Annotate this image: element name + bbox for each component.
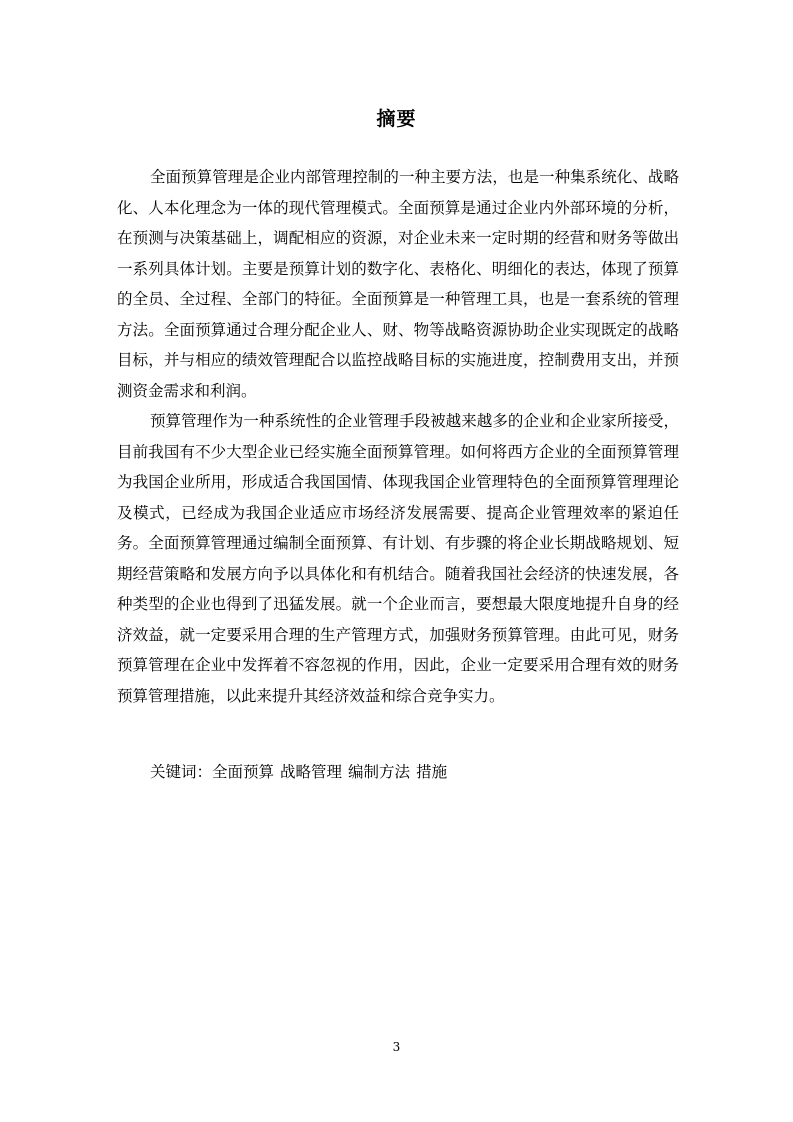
page-number: 3 <box>392 1040 401 1054</box>
keyword-item: 战略管理 <box>280 763 343 781</box>
abstract-paragraph-2: 预算管理作为一种系统性的企业管理手段被越来越多的企业和企业家所接受，目前我国有不少大型企业已经实施全面预算管理。如何将西方企业的全面预算管理为我国企业所用，形成适合我国国情、体现我国企业管理特色的全面预算管理理论及模式，已经成为我国企业适应市场经济发展需要、提高企业管理效率的紧迫任务。全面预算管理通过编制全面预算、有计划、有步骤的将企业长期战略规划、短期经营策略和发展方向予以具体化和有机结合。随着我国社会经济的快速发展，各种类型的企业也得到了迅猛发展。就一个企业而言，要想最大限度地提升自身的经济效益，就一定要采用合理的生产管理方式，加强财务预算管理。由此可见，财务预算管理在企业中发挥着不容忽视的作用，因此，企业一定要采用合理有效的财务预算管理措施，以此来提升其经济效益和综合竞争实力。 <box>117 412 679 705</box>
keyword-item: 全面预算 <box>212 763 275 781</box>
keyword-item: 编制方法 <box>348 763 411 781</box>
abstract-body <box>117 162 679 711</box>
abstract-title: 摘要 <box>376 108 417 130</box>
keywords-label: 关键词： <box>150 763 213 781</box>
keywords-line <box>150 761 447 783</box>
keyword-item: 措施 <box>416 763 448 781</box>
abstract-paragraph-1: 全面预算管理是企业内部管理控制的一种主要方法，也是一种集系统化、战略化、人本化理念为一体的现代管理模式。全面预算是通过企业内外部环境的分析，在预测与决策基础上，调配相应的资源，对企业未来一定时期的经营和财务等做出一系列具体计划。主要是预算计划的数字化、表格化、明细化的表达，体现了预算的全员、全过程、全部门的特征。全面预算是一种管理工具，也是一套系统的管理方法。全面预算通过合理分配企业人、财、物等战略资源协助企业实现既定的战略目标，并与相应的绩效管理配合以监控战略目标的实施进度，控制费用支出，并预测资金需求和利润。 <box>117 168 679 400</box>
